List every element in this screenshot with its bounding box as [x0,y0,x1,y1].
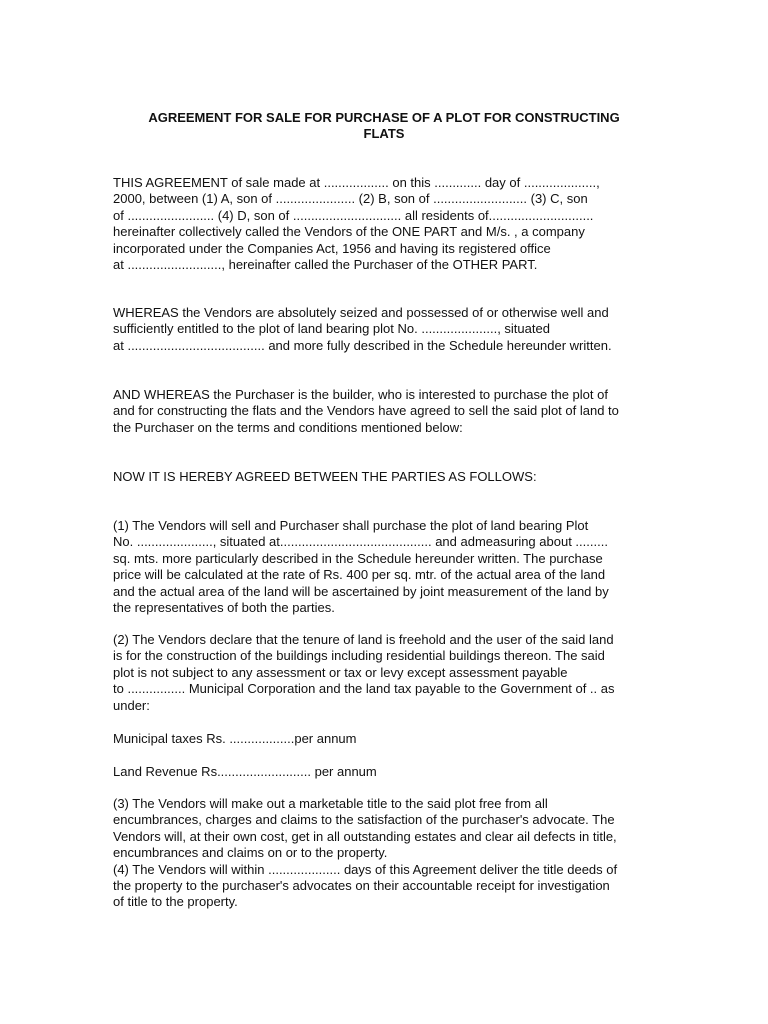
clause-2: (2) The Vendors declare that the tenure of land is freehold and the user of the said land is for the construction of the buildings including residential buildings thereon. The said plot is not subject to any assessment or tax or levy except assessment payable to ................ Municipal Corporation and the land tax payable to the Government of .. as under: [113,632,615,713]
land-revenue-line: Land Revenue Rs.......................... per annum [113,764,377,779]
clauses-3-4: (3) The Vendors will make out a marketable title to the said plot free from all encumbrances, charges and claims to the satisfaction of the purchaser's advocate. The Vendors will, at their own cost, get in all outstanding estates and clear ail defects in title, encumbrances and claims on or to the property. (4) The Vendors will within .................... days of this Agreement deliver the title deeds of the property to the purchaser's advocates on their accountable receipt for investigation of title to the property. [113,796,618,910]
document-title: AGREEMENT FOR SALE FOR PURCHASE OF A PLOT FOR CONSTRUCTING FLATS [148,110,620,141]
paragraph-agreed-heading: NOW IT IS HEREBY AGREED BETWEEN THE PARTIES AS FOLLOWS: [113,469,537,484]
clause-1: (1) The Vendors will sell and Purchaser shall purchase the plot of land bearing Plot No. ....................., situated at.......................................... and admeasuring about ......... sq. mts. more particularly described in the Schedule hereunder written. The purchase price will be calculated at the rate of Rs. 400 per sq. mtr. of the actual area of the land and the actual area of the land will be ascertained by joint measurement of the land by the representatives of both the parties. [113,518,609,616]
paragraph-and-whereas: AND WHEREAS the Purchaser is the builder, who is interested to purchase the plot of and for constructing the flats and the Vendors have agreed to sell the said plot of land to the Purchaser on the terms and conditions mentioned below: [113,387,619,435]
paragraph-preamble: THIS AGREEMENT of sale made at .................. on this ............. day of ...................., 2000, between (1) A, son of ...................... (2) B, son of .......................... (3) C, son of ........................ (4) D, son of .............................. all residents of............................. hereinafter collectively called the Vendors of the ONE PART and M/s. , a company incorporated under the Companies Act, 1956 and having its registered office at .........................., hereinafter called the Purchaser of the OTHER PART. [113,175,600,273]
municipal-taxes-line: Municipal taxes Rs. ..................per annum [113,731,357,746]
paragraph-whereas: WHEREAS the Vendors are absolutely seized and possessed of or otherwise well and sufficiently entitled to the plot of land bearing plot No. ....................., situated at ...................................... and more fully described in the Schedule hereunder written. [113,305,612,353]
